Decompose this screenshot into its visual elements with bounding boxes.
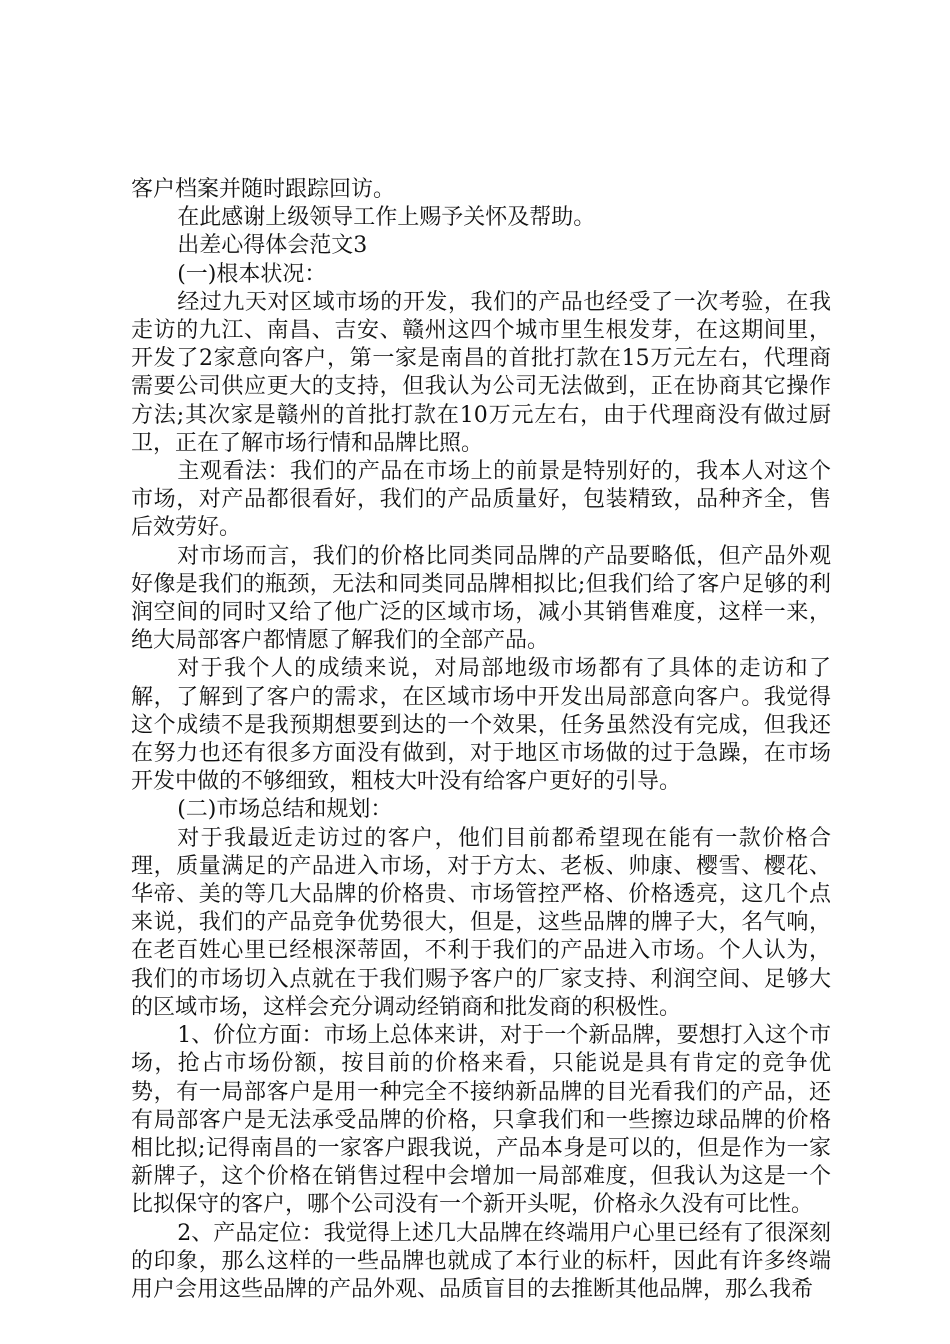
paragraph: 1、价位方面：市场上总体来讲，对于一个新品牌，要想打入这个市场，抢占市场份额，按目前的价格来看，只能说是具有肯定的竞争优势，有一局部客户是用一种完全不接纳新品牌的目光看我们的产品，还有局部客户是无法承受品牌的价格，只拿我们和一些擦边球品牌的价格相比拟;记得南昌的一家客户跟我说，产品本身是可以的，但是作为一家新牌子，这个价格在销售过程中会增加一局部难度，但我认为这是一个比拟保守的客户，哪个公司没有一个新开头呢，价格永久没有可比性。 — [131, 1023, 831, 1218]
document-page — [131, 176, 831, 1304]
paragraph: 对于我最近走访过的客户，他们目前都希望现在能有一款价格合理，质量满足的产品进入市场，对于方太、老板、帅康、樱雪、樱花、华帝、美的等几大品牌的价格贵、市场管控严格、价格透亮，这几个点来说，我们的产品竞争优势很大，但是，这些品牌的牌子大，名气响，在老百姓心里已经根深蒂固，不利于我们的产品进入市场。个人认为，我们的市场切入点就在于我们赐予客户的厂家支持、利润空间、足够大的区域市场，这样会充分调动经销商和批发商的积极性。 — [131, 825, 831, 1020]
paragraph: 主观看法：我们的产品在市场上的前景是特别好的，我本人对这个市场，对产品都很看好，我们的产品质量好，包装精致，品种齐全，售后效劳好。 — [131, 459, 831, 541]
paragraph: 在此感谢上级领导工作上赐予关怀及帮助。 — [177, 205, 596, 231]
paragraph: 客户档案并随时跟踪回访。 — [131, 177, 396, 202]
paragraph: 对市场而言，我们的价格比同类同品牌的产品要略低，但产品外观好像是我们的瓶颈，无法和同类同品牌相拟比;但我们给了客户足够的利润空间的同时又给了他广泛的区域市场，减小其销售难度，这样一来，绝大局部客户都情愿了解我们的全部产品。 — [131, 543, 831, 654]
paragraph: 经过九天对区域市场的开发，我们的产品也经受了一次考验，在我走访的九江、南昌、吉安、赣州这四个城市里生根发芽，在这期间里，开发了2家意向客户，第一家是南昌的首批打款在15万元左右，代理商需要公司供应更大的支持，但我认为公司无法做到，正在协商其它操作方法;其次家是赣州的首批打款在10万元左右，由于代理商没有做过厨卫，正在了解市场行情和品牌比照。 — [131, 289, 831, 456]
paragraph: 对于我个人的成绩来说，对局部地级市场都有了具体的走访和了解，了解到了客户的需求，在区域市场中开发出局部意向客户。我觉得这个成绩不是我预期想要到达的一个效果，任务虽然没有完成，但我还在努力也还有很多方面没有做到，对于地区市场做的过于急躁，在市场开发中做的不够细致，粗枝大叶没有给客户更好的引导。 — [131, 656, 831, 795]
subsection-heading: (二)市场总结和规划： — [177, 797, 393, 823]
subsection-heading: (一)根本状况： — [177, 261, 327, 287]
paragraph: 2、产品定位：我觉得上述几大品牌在终端用户心里已经有了很深刻的印象，那么这样的一些品牌也就成了本行业的标杆，因此有许多终端用户会用这些品牌的产品外观、品质盲目的去推断其他品牌，那么我希 — [131, 1220, 831, 1302]
section-title: 出差心得体会范文3 — [177, 233, 368, 259]
